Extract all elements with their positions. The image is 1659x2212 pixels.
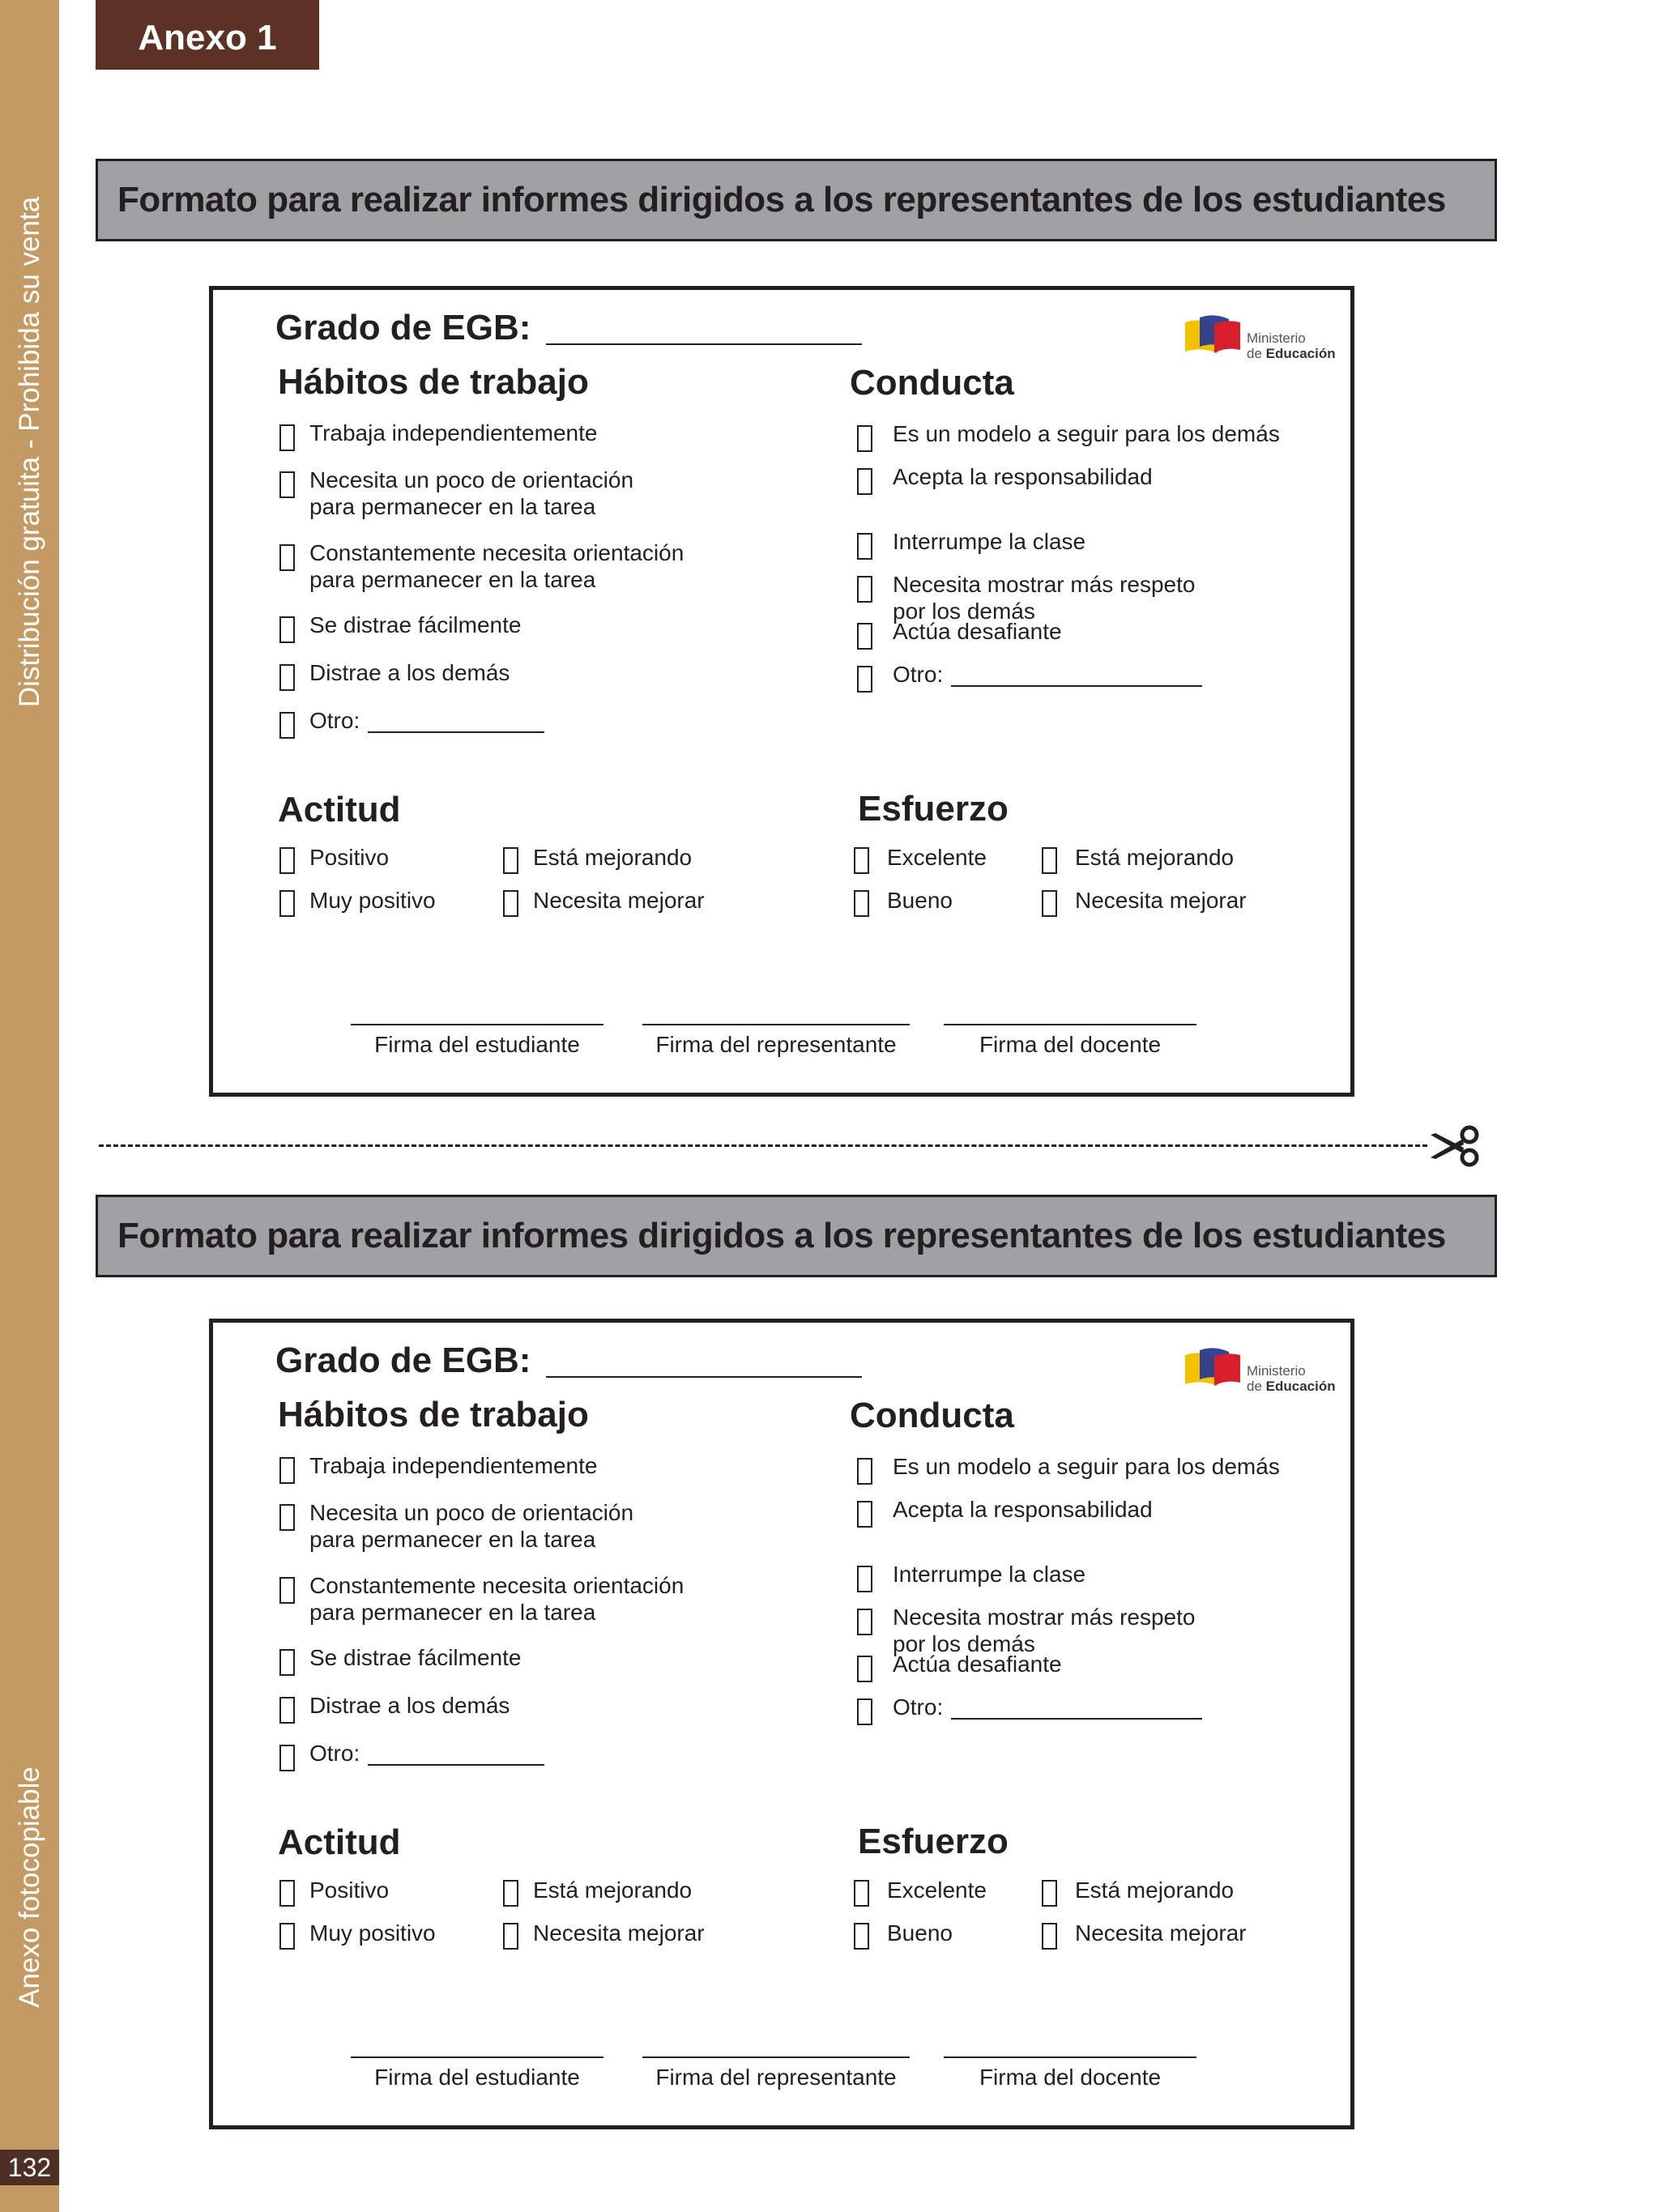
conduct-option: Otro: xyxy=(893,1694,944,1720)
conduct-heading: Conducta xyxy=(850,363,1014,403)
habits-checkbox[interactable] xyxy=(279,1697,295,1724)
scissors-icon xyxy=(1427,1122,1484,1170)
conduct-option: Interrumpe la clase xyxy=(893,1562,1086,1587)
effort-checkbox[interactable] xyxy=(854,890,869,917)
conduct-option: Acepta la responsabilidad xyxy=(893,1497,1153,1522)
signature-line[interactable] xyxy=(351,2056,603,2058)
conduct-heading: Conducta xyxy=(850,1396,1014,1435)
signature-line[interactable] xyxy=(642,1024,910,1025)
habits-checkbox[interactable] xyxy=(279,471,295,498)
conduct-option: Es un modelo a seguir para los demás xyxy=(893,421,1280,446)
sidebar-notice: Distribución gratuita - Prohibida su venta xyxy=(14,196,45,708)
report-form-1 xyxy=(209,286,1354,1097)
habits-checkbox[interactable] xyxy=(279,1649,295,1676)
attitude-option: Positivo xyxy=(309,1877,390,1903)
habits-checkbox[interactable] xyxy=(279,1745,295,1771)
attitude-checkbox[interactable] xyxy=(279,847,295,874)
conduct-checkbox[interactable] xyxy=(857,623,872,650)
habits-option: Necesita un poco de orientación para permanecer en la tarea xyxy=(309,1500,634,1552)
attitude-checkbox[interactable] xyxy=(279,1880,295,1907)
effort-option: Está mejorando xyxy=(1075,1877,1235,1903)
signature-label: Firma del docente xyxy=(979,1032,1162,1057)
effort-checkbox[interactable] xyxy=(854,1923,869,1950)
habits-checkbox[interactable] xyxy=(279,544,295,571)
conduct-option: Actúa desafiante xyxy=(893,619,1062,644)
cut-line xyxy=(99,1144,1427,1147)
habits-option: Distrae a los demás xyxy=(309,660,510,685)
habits-option: Constantemente necesita orientación para permanecer en la tarea xyxy=(309,540,684,592)
effort-option: Necesita mejorar xyxy=(1075,888,1247,913)
conduct-other-fill-line[interactable] xyxy=(951,685,1202,687)
attitude-heading: Actitud xyxy=(278,790,401,829)
habits-checkbox[interactable] xyxy=(279,616,295,643)
conduct-checkbox[interactable] xyxy=(857,666,872,693)
conduct-checkbox[interactable] xyxy=(857,1501,872,1528)
habits-other-fill-line[interactable] xyxy=(368,731,544,733)
effort-heading: Esfuerzo xyxy=(858,1822,1009,1861)
attitude-checkbox[interactable] xyxy=(279,1923,295,1950)
signature-label: Firma del representante xyxy=(655,2065,897,2090)
attitude-checkbox[interactable] xyxy=(503,890,518,917)
conduct-checkbox[interactable] xyxy=(857,1609,872,1635)
conduct-option: Necesita mostrar más respeto por los demás xyxy=(893,572,1196,624)
report-form-2 xyxy=(209,1319,1354,2129)
attitude-option: Necesita mejorar xyxy=(533,1920,705,1946)
page-number: 132 xyxy=(0,2150,59,2185)
effort-checkbox[interactable] xyxy=(854,1880,869,1907)
habits-checkbox[interactable] xyxy=(279,1577,295,1604)
effort-checkbox[interactable] xyxy=(854,847,869,874)
effort-option: Está mejorando xyxy=(1075,845,1235,870)
attitude-option: Está mejorando xyxy=(533,845,693,870)
signature-line[interactable] xyxy=(944,1024,1196,1025)
attitude-option: Positivo xyxy=(309,845,390,870)
conduct-option: Interrumpe la clase xyxy=(893,529,1086,554)
habits-checkbox[interactable] xyxy=(279,712,295,739)
conduct-option: Acepta la responsabilidad xyxy=(893,464,1153,489)
habits-checkbox[interactable] xyxy=(279,664,295,691)
grade-label: Grado de EGB: xyxy=(275,1340,531,1380)
conduct-checkbox[interactable] xyxy=(857,576,872,603)
attitude-option: Está mejorando xyxy=(533,1877,693,1903)
effort-option: Bueno xyxy=(887,888,953,913)
sidebar-section-label: Anexo fotocopiable xyxy=(14,1767,45,2008)
signature-line[interactable] xyxy=(351,1024,603,1025)
conduct-other-fill-line[interactable] xyxy=(951,1718,1202,1720)
habits-option: Trabaja independientemente xyxy=(309,420,598,445)
signature-label: Firma del estudiante xyxy=(374,1032,580,1057)
habits-other-fill-line[interactable] xyxy=(368,1764,544,1766)
habits-checkbox[interactable] xyxy=(279,1457,295,1484)
effort-option: Bueno xyxy=(887,1920,953,1946)
effort-checkbox[interactable] xyxy=(1042,1923,1057,1950)
habits-option: Necesita un poco de orientación para permanecer en la tarea xyxy=(309,467,634,519)
signature-label: Firma del estudiante xyxy=(374,2065,580,2090)
attitude-checkbox[interactable] xyxy=(503,1923,518,1950)
form-title-1: Formato para realizar informes dirigidos a los representantes de los estudiantes xyxy=(96,159,1497,241)
sidebar xyxy=(0,0,59,2212)
annex-tab: Anexo 1 xyxy=(96,0,319,70)
effort-option: Necesita mejorar xyxy=(1075,1920,1247,1946)
habits-checkbox[interactable] xyxy=(279,424,295,451)
effort-checkbox[interactable] xyxy=(1042,847,1057,874)
grade-label: Grado de EGB: xyxy=(275,308,531,347)
signature-line[interactable] xyxy=(944,2056,1196,2058)
habits-option: Constantemente necesita orientación para permanecer en la tarea xyxy=(309,1573,684,1625)
attitude-heading: Actitud xyxy=(278,1822,401,1862)
conduct-option: Otro: xyxy=(893,662,944,687)
conduct-checkbox[interactable] xyxy=(857,1656,872,1682)
grade-fill-line[interactable] xyxy=(546,343,862,345)
habits-heading: Hábitos de trabajo xyxy=(278,362,589,402)
conduct-checkbox[interactable] xyxy=(857,468,872,495)
effort-heading: Esfuerzo xyxy=(858,789,1009,829)
logo-text: Ministerio de Educación xyxy=(1247,330,1336,361)
conduct-option: Actúa desafiante xyxy=(893,1652,1062,1677)
conduct-checkbox[interactable] xyxy=(857,425,872,452)
habits-option: Trabaja independientemente xyxy=(309,1453,598,1478)
signature-label: Firma del docente xyxy=(979,2065,1162,2090)
attitude-option: Necesita mejorar xyxy=(533,888,705,913)
form-title-2: Formato para realizar informes dirigidos a los representantes de los estudiantes xyxy=(96,1195,1497,1277)
habits-checkbox[interactable] xyxy=(279,1504,295,1531)
effort-checkbox[interactable] xyxy=(1042,890,1057,917)
habits-option: Otro: xyxy=(309,708,360,733)
logo-text: Ministerio de Educación xyxy=(1247,1363,1336,1394)
conduct-checkbox[interactable] xyxy=(857,533,872,560)
conduct-checkbox[interactable] xyxy=(857,1698,872,1725)
attitude-checkbox[interactable] xyxy=(503,847,518,874)
effort-checkbox[interactable] xyxy=(1042,1880,1057,1907)
grade-fill-line[interactable] xyxy=(546,1376,862,1378)
conduct-checkbox[interactable] xyxy=(857,1458,872,1485)
habits-option: Otro: xyxy=(309,1741,360,1766)
signature-label: Firma del representante xyxy=(655,1032,897,1057)
attitude-option: Muy positivo xyxy=(309,1920,436,1946)
habits-option: Se distrae fácilmente xyxy=(309,612,522,637)
conduct-checkbox[interactable] xyxy=(857,1566,872,1592)
conduct-option: Es un modelo a seguir para los demás xyxy=(893,1454,1280,1479)
attitude-checkbox[interactable] xyxy=(279,890,295,917)
habits-heading: Hábitos de trabajo xyxy=(278,1395,589,1434)
effort-option: Excelente xyxy=(887,845,987,870)
habits-option: Distrae a los demás xyxy=(309,1693,510,1718)
signature-line[interactable] xyxy=(642,2056,910,2058)
attitude-checkbox[interactable] xyxy=(503,1880,518,1907)
habits-option: Se distrae fácilmente xyxy=(309,1645,522,1670)
conduct-option: Necesita mostrar más respeto por los demás xyxy=(893,1605,1196,1656)
attitude-option: Muy positivo xyxy=(309,888,436,913)
effort-option: Excelente xyxy=(887,1877,987,1903)
